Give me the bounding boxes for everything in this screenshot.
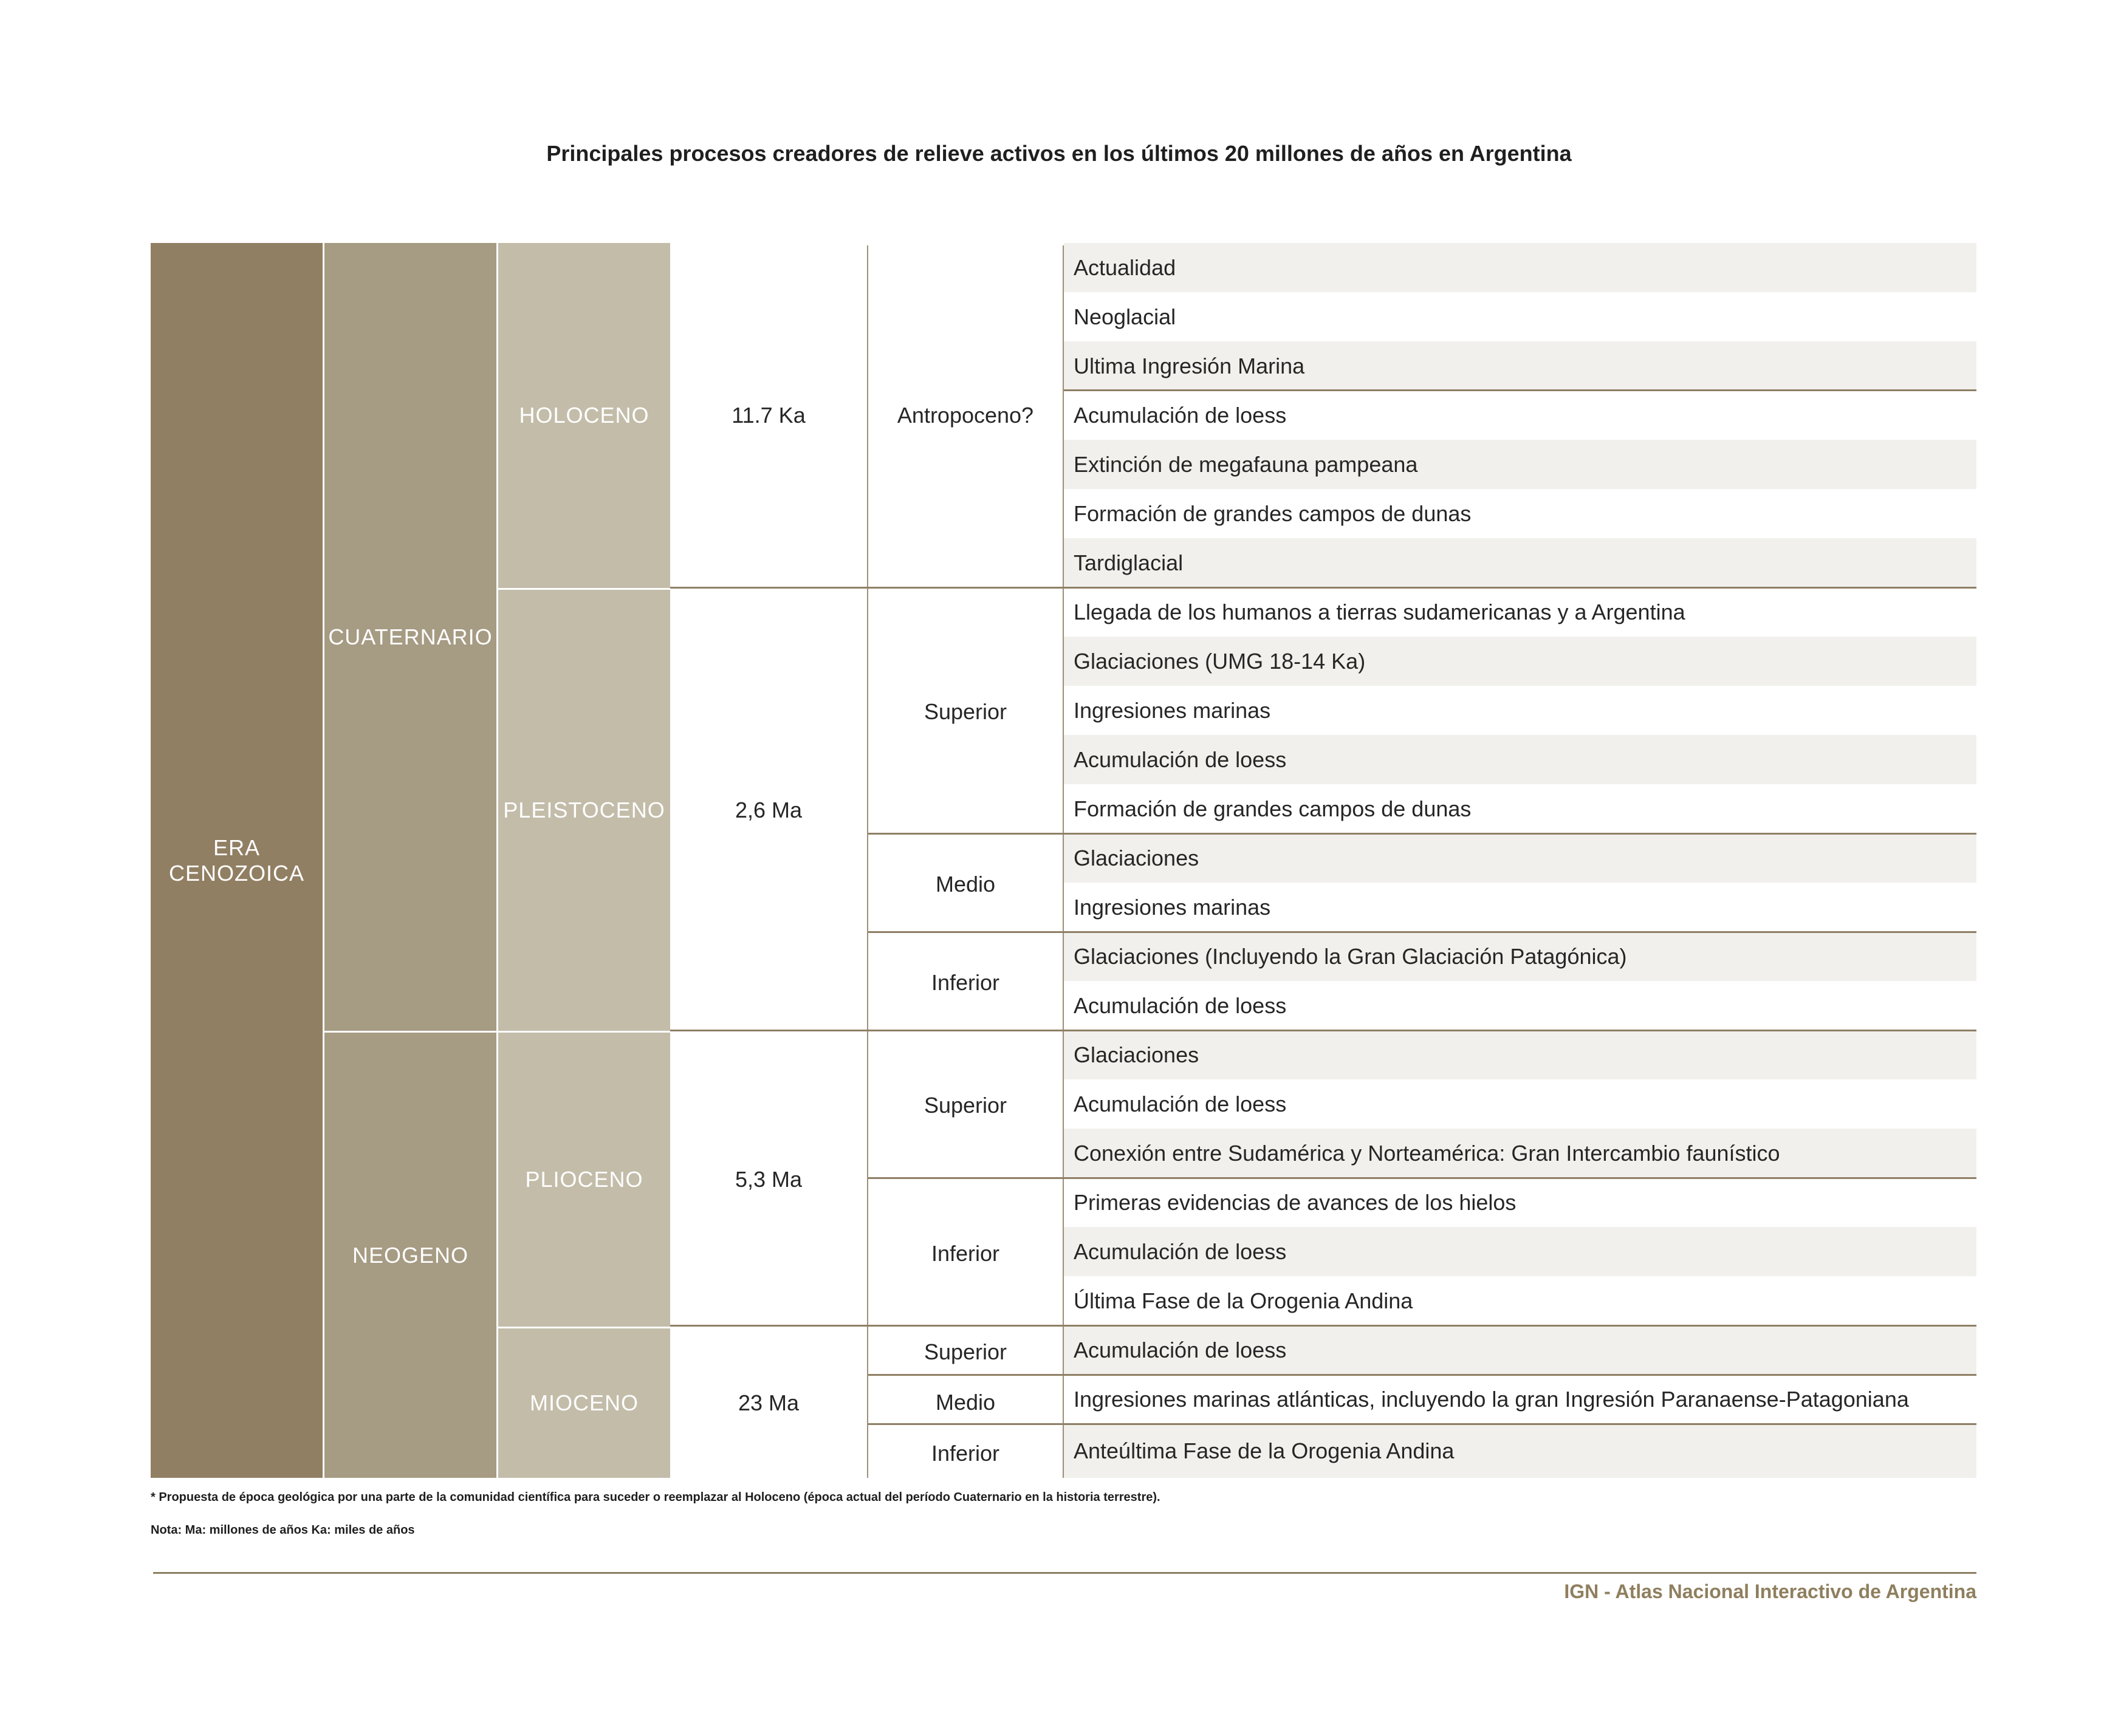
period-neogeno-block: [324, 1033, 496, 1478]
process-row: Última Fase de la Orogenia Andina: [1074, 1288, 1413, 1313]
column-divider: [1063, 245, 1064, 1478]
process-row: Glaciaciones: [1064, 1030, 1976, 1079]
age-pleistoceno: 2,6 Ma: [735, 798, 803, 822]
process-row: Glaciaciones: [1064, 833, 1976, 883]
sub-plioceno-superior: Superior: [924, 1093, 1007, 1118]
age-plioceno: 5,3 Ma: [735, 1167, 803, 1192]
era-label-line2: CENOZOICA: [168, 860, 304, 886]
row-separator: [1064, 389, 1976, 391]
row-separator: [868, 1423, 1976, 1425]
epoch-plioceno-label: PLIOCENO: [525, 1167, 643, 1192]
sub-mioceno-medio: Medio: [935, 1389, 996, 1415]
footnote-nota: Nota: Ma: millones de años Ka: miles de años: [151, 1523, 415, 1537]
age-holoceno: 11.7 Ka: [732, 403, 806, 428]
row-separator: [868, 931, 1976, 933]
row-separator: [868, 1177, 1976, 1179]
sub-antropoceno: Antropoceno?: [897, 403, 1034, 428]
footnote-asterisk: * Propuesta de época geológica por una parte de la comunidad científica para suceder o reemplazar al Holoceno (época actual del período Cuaternario en la historia terrestre).: [151, 1491, 1160, 1504]
row-separator: [670, 1030, 1976, 1031]
era-cenozoica-block: [151, 243, 323, 1478]
process-row: Ultima Ingresión Marina: [1064, 341, 1976, 391]
process-row: Llegada de los humanos a tierras sudamericanas y a Argentina: [1074, 599, 1685, 624]
source-credit: IGN - Atlas Nacional Interactivo de Argentina: [1564, 1581, 1976, 1602]
process-row: Anteúltima Fase de la Orogenia Andina: [1064, 1424, 1976, 1478]
epoch-holoceno-block: [498, 243, 670, 588]
sub-pleistoceno-medio: Medio: [935, 871, 996, 897]
process-row: Glaciaciones (UMG 18-14 Ka): [1064, 637, 1976, 686]
sub-pleistoceno-inferior: Inferior: [931, 969, 1000, 995]
process-row: Ingresiones marinas atlánticas, incluyendo la gran Ingresión Paranaense-Patagoniana: [1074, 1386, 1909, 1412]
process-row: Extinción de megafauna pampeana: [1064, 440, 1976, 489]
sub-plioceno-inferior: Inferior: [931, 1240, 1000, 1266]
chart-title: Principales procesos creadores de relieve activos en los últimos 20 millones de años en Argentina: [546, 141, 1572, 166]
footer-divider: [153, 1572, 1976, 1574]
process-row: Ingresiones marinas: [1074, 894, 1271, 920]
epoch-pleistoceno-block: [498, 590, 670, 1031]
process-row: Neoglacial: [1074, 304, 1176, 329]
process-row: Ingresiones marinas: [1074, 697, 1271, 723]
column-divider: [867, 245, 868, 1478]
process-row: Conexión entre Sudamérica y Norteamérica: Gran Intercambio faunístico: [1064, 1129, 1976, 1178]
row-separator: [868, 833, 1976, 835]
process-row: Tardiglacial: [1064, 538, 1976, 587]
sub-mioceno-superior: Superior: [924, 1339, 1007, 1364]
process-row: Glaciaciones (Incluyendo la Gran Glaciación Patagónica): [1064, 932, 1976, 981]
era-label-line1: ERA: [213, 835, 261, 860]
epoch-pleistoceno-label: PLEISTOCENO: [503, 798, 665, 822]
epoch-mioceno-block: [498, 1328, 670, 1478]
epoch-holoceno-label: HOLOCENO: [519, 403, 649, 428]
sub-mioceno-inferior: Inferior: [931, 1440, 1000, 1466]
period-cuaternario-label: CUATERNARIO: [328, 624, 493, 649]
process-row: Primeras evidencias de avances de los hielos: [1074, 1189, 1517, 1215]
process-row: Acumulación de loess: [1074, 1091, 1287, 1116]
row-separator: [670, 587, 1976, 589]
row-separator: [868, 1374, 1976, 1376]
process-row: Actualidad: [1064, 243, 1976, 292]
process-row: Formación de grandes campos de dunas: [1074, 501, 1472, 526]
process-row: Formación de grandes campos de dunas: [1074, 796, 1472, 821]
period-cuaternario-block: [324, 243, 496, 1031]
process-row: Acumulación de loess: [1064, 1227, 1976, 1276]
sub-pleistoceno-superior: Superior: [924, 699, 1007, 724]
age-mioceno: 23 Ma: [738, 1390, 800, 1415]
process-row: Acumulación de loess: [1064, 1325, 1976, 1375]
process-row: Acumulación de loess: [1074, 402, 1287, 428]
period-neogeno-label: NEOGENO: [352, 1242, 469, 1268]
process-row: Acumulación de loess: [1064, 735, 1976, 784]
epoch-mioceno-label: MIOCENO: [529, 1390, 639, 1415]
process-row: Acumulación de loess: [1074, 993, 1287, 1018]
row-separator: [670, 1325, 1976, 1327]
epoch-plioceno-block: [498, 1033, 670, 1327]
